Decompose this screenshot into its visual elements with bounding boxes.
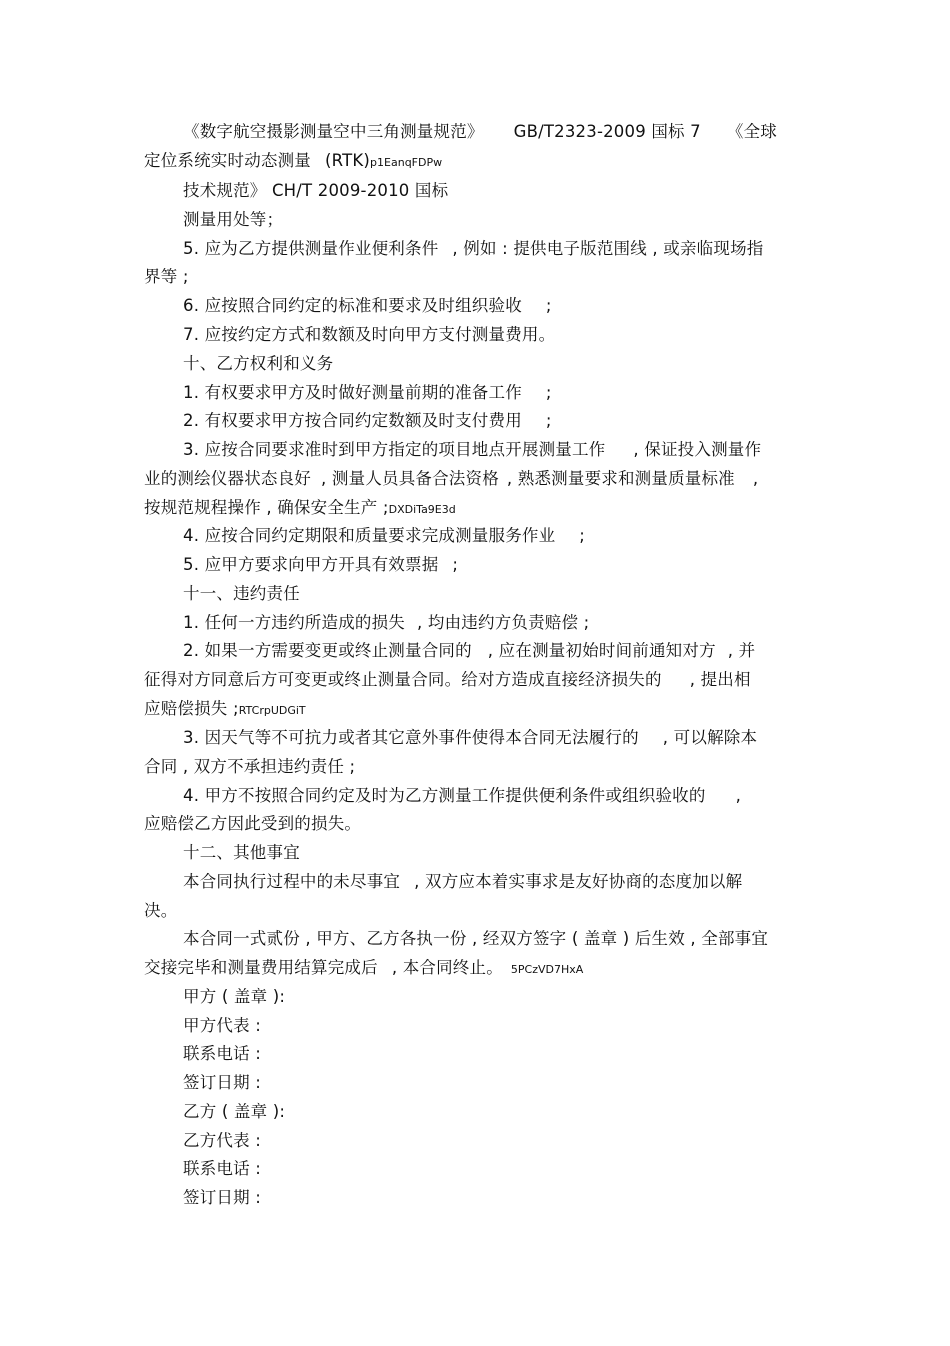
text-line [183, 238, 763, 260]
signature-field [183, 1101, 285, 1123]
text-line [183, 324, 555, 346]
text-segment: 4. 甲方不按照合同约定及时为乙方测量工作提供便利条件或组织验收的 [183, 786, 706, 805]
text-line [183, 785, 741, 807]
signature-field [183, 1072, 261, 1094]
text-line [183, 180, 448, 202]
section-heading [183, 583, 300, 605]
signature-field [183, 1187, 261, 1209]
text-segment: 6. 应按照合同约定的标准和要求及时组织验收 [183, 296, 522, 315]
text-segment: GB/T2323-2009 国标 7 [513, 122, 701, 141]
text-segment: 甲方代表 : [183, 1016, 262, 1035]
text-segment: 界等 ; [144, 267, 189, 286]
text-line [144, 900, 177, 922]
text-line [183, 382, 552, 404]
text-segment: , [752, 469, 759, 488]
text-segment: 5. 应甲方要求向甲方开具有效票据 [183, 555, 439, 574]
text-line [144, 756, 355, 778]
text-segment: 十、乙方权利和义务 [183, 354, 334, 373]
text-line [183, 209, 283, 231]
text-segment: , 可以解除本 [662, 728, 758, 747]
text-line [144, 957, 583, 981]
text-segment: , 熟悉测量要求和测量质量标准 [506, 469, 735, 488]
text-segment: 测量用处等； [183, 210, 284, 229]
text-segment: , 双方应本着实事求是友好协商的态度加以解 [414, 872, 743, 891]
text-line [144, 266, 189, 288]
doc-code: DXDiTa9E3d [388, 503, 456, 516]
text-line [183, 554, 458, 576]
text-segment: 按规范规程操作 , 确保安全生产 ; [144, 498, 389, 517]
text-segment: , 本合同终止。 [391, 958, 503, 977]
signature-field [183, 986, 285, 1008]
text-segment: , 例如 : 提供电子版范围线 , 或亲临现场指 [452, 239, 764, 258]
doc-code: RTCrpUDGiT [238, 704, 306, 717]
text-line [144, 497, 456, 521]
signature-field [183, 1130, 261, 1152]
text-segment: , 提出相 [689, 670, 751, 689]
text-segment: 应赔偿损失 ; [144, 699, 239, 718]
text-segment: , 保证投入测量作 [633, 440, 762, 459]
text-segment: 联系电话 : [183, 1159, 262, 1178]
text-segment: ; [545, 296, 552, 315]
text-segment: 1. 有权要求甲方及时做好测量前期的准备工作 [183, 383, 522, 402]
text-segment: 交接完毕和测量费用结算完成后 [144, 958, 378, 977]
text-segment: 3. 应按合同要求准时到甲方指定的项目地点开展测量工作 [183, 440, 606, 459]
text-segment: 签订日期 : [183, 1073, 262, 1092]
text-segment: 3. 因天气等不可抗力或者其它意外事件使得本合同无法履行的 [183, 728, 639, 747]
text-line [183, 640, 755, 662]
text-segment: 应赔偿乙方因此受到的损失。 [144, 814, 362, 833]
text-segment: ; [545, 411, 552, 430]
text-segment: 定位系统实时动态测量 [144, 151, 311, 170]
text-segment: , 并 [727, 641, 756, 660]
doc-code: 5PCzVD7HxA [510, 963, 584, 976]
text-segment: 合同 , 双方不承担违约责任 ; [144, 757, 356, 776]
text-segment: 1. 任何一方违约所造成的损失 [183, 613, 405, 632]
text-segment: 4. 应按合同约定期限和质量要求完成测量服务作业 [183, 526, 556, 545]
text-segment: ; [545, 383, 552, 402]
text-segment: 十二、其他事宜 [183, 843, 300, 862]
signature-field [183, 1158, 261, 1180]
text-line [183, 612, 589, 634]
text-line [183, 525, 585, 547]
text-segment: 决。 [144, 901, 178, 920]
text-line [183, 871, 742, 893]
text-segment: , 均由违约方负责赔偿 ; [417, 613, 590, 632]
text-line [183, 439, 761, 461]
text-segment: 甲方 ( 盖章 ): [183, 987, 286, 1006]
text-segment: 7. 应按约定方式和数额及时向甲方支付测量费用。 [183, 325, 556, 344]
text-segment: 联系电话 : [183, 1044, 262, 1063]
text-segment: 本合同执行过程中的未尽事宜 [183, 872, 401, 891]
text-segment: , 应在测量初始时间前通知对方 [487, 641, 716, 660]
text-segment: 5. 应为乙方提供测量作业便利条件 [183, 239, 439, 258]
text-segment: 2. 如果一方需要变更或终止测量合同的 [183, 641, 472, 660]
text-segment: 签订日期 : [183, 1188, 262, 1207]
text-line [144, 813, 361, 835]
text-segment: ; [579, 526, 586, 545]
text-line [144, 150, 442, 174]
section-heading [183, 353, 333, 375]
text-line [183, 295, 552, 317]
signature-field [183, 1015, 261, 1037]
section-heading [183, 842, 300, 864]
text-segment: 乙方 ( 盖章 ): [183, 1102, 286, 1121]
text-segment: 《数字航空摄影测量空中三角测量规范》 [183, 122, 484, 141]
text-segment: 2. 有权要求甲方按合同约定数额及时支付费用 [183, 411, 522, 430]
signature-field [183, 1043, 261, 1065]
text-segment: , [735, 786, 742, 805]
text-line [183, 121, 777, 143]
text-line [183, 727, 757, 749]
text-line [144, 698, 306, 722]
text-segment: ; [452, 555, 459, 574]
text-segment: 《全球 [726, 122, 777, 141]
text-segment: 乙方代表 : [183, 1131, 262, 1150]
text-segment: 本合同一式贰份 , 甲方、乙方各执一份 , 经双方签字 ( 盖章 ) 后生效 , 全部事宜 [183, 929, 769, 948]
text-segment: 征得对方同意后方可变更或终止测量合同。给对方造成直接经济损失的 [144, 670, 662, 689]
text-segment: , 测量人员具备合法资格 [321, 469, 499, 488]
text-segment: 技术规范》 CH/T 2009-2010 国标 [183, 181, 449, 200]
text-segment: (RTK) [325, 151, 371, 170]
text-line [144, 669, 751, 691]
doc-code: p1EanqFDPw [370, 156, 443, 169]
text-line [144, 468, 758, 490]
text-segment: 十一、违约责任 [183, 584, 300, 603]
text-line [183, 928, 768, 950]
text-segment: 业的测绘仪器状态良好 [144, 469, 311, 488]
text-line [183, 410, 552, 432]
